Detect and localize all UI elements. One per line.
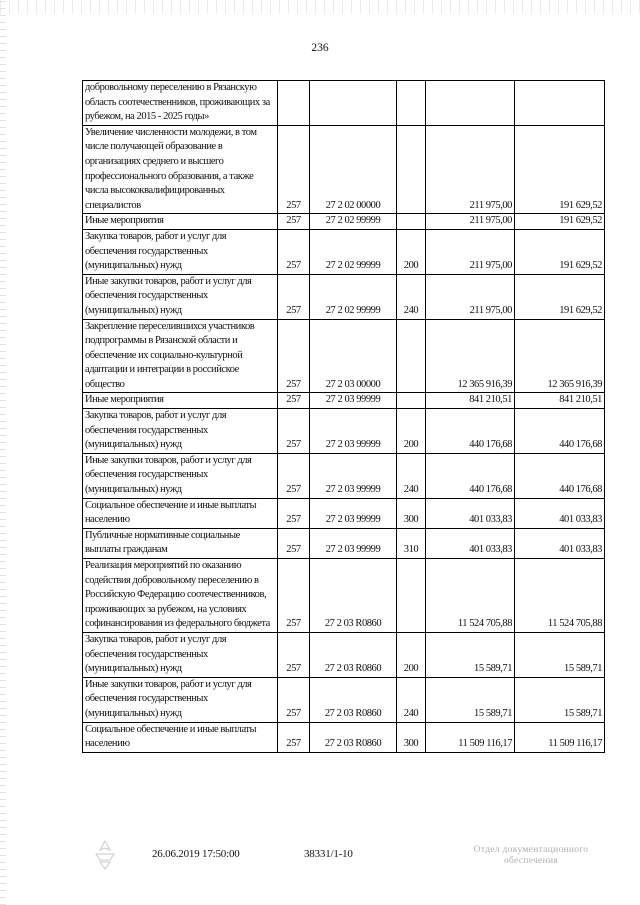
row-grbs: 257 — [278, 632, 310, 677]
row-target-article: 27 2 03 99999 — [310, 528, 397, 558]
row-target-article: 27 2 03 99999 — [310, 393, 397, 409]
row-name: добровольному переселению в Рязанскую область соотечественников, проживающих за рубежом, на 2015 - 2025 годы» — [83, 81, 278, 126]
row-target-article: 27 2 03 R0860 — [310, 632, 397, 677]
row-expense-type — [397, 81, 426, 126]
row-target-article: 27 2 03 00000 — [310, 319, 397, 393]
row-sum-planned: 440 176,68 — [426, 409, 515, 454]
row-grbs: 257 — [278, 677, 310, 722]
row-target-article: 27 2 02 99999 — [310, 274, 397, 319]
row-name: Закупка товаров, работ и услуг для обеспечения государственных (муниципальных) нужд — [83, 409, 278, 454]
row-expense-type — [397, 125, 426, 214]
scan-noise-left — [0, 0, 6, 905]
row-target-article: 27 2 03 99999 — [310, 453, 397, 498]
row-expense-type — [397, 559, 426, 633]
row-name: Реализация мероприятий по оказанию содействия добровольному переселению в Российскую Федерацию соотечественников, проживающих за рубежом, на условиях софинансирования из федерального бюджета — [83, 559, 278, 633]
row-name: Социальное обеспечение и иные выплаты населению — [83, 498, 278, 528]
table-row — [83, 125, 605, 214]
table-row — [83, 722, 605, 752]
row-name: Закупка товаров, работ и услуг для обеспечения государственных (муниципальных) нужд — [83, 632, 278, 677]
table-row — [83, 559, 605, 633]
row-expense-type — [397, 214, 426, 230]
footer-datetime: 26.06.2019 17:50:00 — [152, 848, 240, 860]
row-grbs: 257 — [278, 559, 310, 633]
row-sum-planned: 211 975,00 — [426, 125, 515, 214]
row-name: Закрепление переселившихся участников подпрограммы в Рязанской области и обеспечение их социально-культурной адаптации и интеграции в российское общество — [83, 319, 278, 393]
row-sum-executed: 191 629,52 — [515, 125, 605, 214]
row-sum-executed: 12 365 916,39 — [515, 319, 605, 393]
row-sum-planned: 11 509 116,17 — [426, 722, 515, 752]
row-grbs: 257 — [278, 229, 310, 274]
row-grbs: 257 — [278, 214, 310, 230]
row-sum-planned: 401 033,83 — [426, 498, 515, 528]
department-stamp — [456, 845, 606, 867]
row-grbs: 257 — [278, 722, 310, 752]
row-name: Социальное обеспечение и иные выплаты населению — [83, 722, 278, 752]
row-target-article: 27 2 02 99999 — [310, 214, 397, 230]
row-name: Иные мероприятия — [83, 393, 278, 409]
row-target-article: 27 2 03 99999 — [310, 498, 397, 528]
row-name: Иные закупки товаров, работ и услуг для обеспечения государственных (муниципальных) нужд — [83, 274, 278, 319]
row-sum-planned: 211 975,00 — [426, 229, 515, 274]
row-grbs: 257 — [278, 498, 310, 528]
row-grbs — [278, 81, 310, 126]
row-name: Закупка товаров, работ и услуг для обеспечения государственных (муниципальных) нужд — [83, 229, 278, 274]
emblem-icon — [88, 838, 122, 872]
row-expense-type: 240 — [397, 274, 426, 319]
row-sum-executed: 15 589,71 — [515, 632, 605, 677]
table-row — [83, 81, 605, 126]
row-grbs: 257 — [278, 453, 310, 498]
row-grbs: 257 — [278, 528, 310, 558]
row-sum-planned: 11 524 705,88 — [426, 559, 515, 633]
row-sum-executed: 440 176,68 — [515, 453, 605, 498]
row-sum-planned: 15 589,71 — [426, 677, 515, 722]
row-sum-planned: 15 589,71 — [426, 632, 515, 677]
row-name: Увеличение численности молодежи, в том числе получающей образование в организациях среднего и высшего профессионального образования, а также числа высококвалифицированных специалистов — [83, 125, 278, 214]
budget-table — [82, 80, 605, 753]
table-row — [83, 274, 605, 319]
row-sum-executed: 841 210,51 — [515, 393, 605, 409]
row-sum-executed: 15 589,71 — [515, 677, 605, 722]
scan-noise-top — [0, 0, 640, 14]
row-sum-executed: 401 033,83 — [515, 498, 605, 528]
row-sum-executed — [515, 81, 605, 126]
page-number: 236 — [311, 42, 329, 54]
row-grbs: 257 — [278, 274, 310, 319]
row-sum-planned: 211 975,00 — [426, 274, 515, 319]
table-row — [83, 319, 605, 393]
row-target-article: 27 2 03 R0860 — [310, 722, 397, 752]
row-sum-executed: 191 629,52 — [515, 274, 605, 319]
row-expense-type: 300 — [397, 498, 426, 528]
row-sum-executed: 11 524 705,88 — [515, 559, 605, 633]
row-expense-type: 310 — [397, 528, 426, 558]
row-name: Иные закупки товаров, работ и услуг для обеспечения государственных (муниципальных) нужд — [83, 453, 278, 498]
table-row — [83, 677, 605, 722]
row-expense-type — [397, 393, 426, 409]
row-target-article: 27 2 02 99999 — [310, 229, 397, 274]
row-target-article: 27 2 03 R0860 — [310, 677, 397, 722]
row-sum-planned — [426, 81, 515, 126]
footer-document-code: 38331/1-10 — [304, 848, 353, 860]
row-sum-planned: 841 210,51 — [426, 393, 515, 409]
stamp-line-2: обеспечения — [503, 856, 559, 866]
table-row — [83, 528, 605, 558]
row-expense-type: 200 — [397, 632, 426, 677]
row-grbs: 257 — [278, 125, 310, 214]
row-expense-type: 240 — [397, 453, 426, 498]
row-sum-planned: 12 365 916,39 — [426, 319, 515, 393]
row-expense-type: 240 — [397, 677, 426, 722]
row-expense-type: 300 — [397, 722, 426, 752]
table-row — [83, 453, 605, 498]
row-expense-type: 200 — [397, 409, 426, 454]
stamp-line-1: Отдел документационного — [473, 845, 589, 855]
row-sum-planned: 401 033,83 — [426, 528, 515, 558]
table-row — [83, 632, 605, 677]
row-expense-type: 200 — [397, 229, 426, 274]
row-sum-planned: 211 975,00 — [426, 214, 515, 230]
row-sum-planned: 440 176,68 — [426, 453, 515, 498]
row-grbs: 257 — [278, 319, 310, 393]
row-sum-executed: 191 629,52 — [515, 229, 605, 274]
row-grbs: 257 — [278, 409, 310, 454]
row-target-article: 27 2 02 00000 — [310, 125, 397, 214]
row-sum-executed: 440 176,68 — [515, 409, 605, 454]
row-sum-executed: 401 033,83 — [515, 528, 605, 558]
table-row — [83, 393, 605, 409]
row-target-article: 27 2 03 99999 — [310, 409, 397, 454]
table-row — [83, 229, 605, 274]
row-name: Иные мероприятия — [83, 214, 278, 230]
table-row — [83, 214, 605, 230]
row-expense-type — [397, 319, 426, 393]
row-target-article: 27 2 03 R0860 — [310, 559, 397, 633]
table-row — [83, 409, 605, 454]
table-row — [83, 498, 605, 528]
row-target-article — [310, 81, 397, 126]
row-sum-executed: 11 509 116,17 — [515, 722, 605, 752]
row-grbs: 257 — [278, 393, 310, 409]
row-name: Публичные нормативные социальные выплаты гражданам — [83, 528, 278, 558]
row-name: Иные закупки товаров, работ и услуг для обеспечения государственных (муниципальных) нужд — [83, 677, 278, 722]
row-sum-executed: 191 629,52 — [515, 214, 605, 230]
